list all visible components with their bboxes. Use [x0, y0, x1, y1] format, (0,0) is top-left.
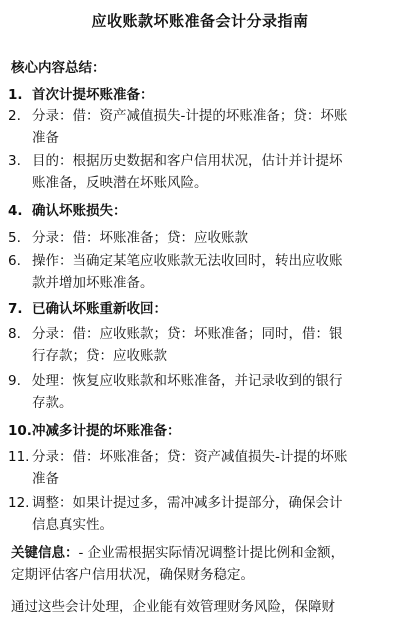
item-text: 账准备，反映潜在坏账风险。: [32, 175, 208, 191]
key-info-text: - 企业需根据实际情况调整计提比例和金额，: [78, 545, 345, 561]
item-number: 3.: [8, 153, 21, 169]
closing-paragraph: [11, 596, 391, 618]
item-text: 冲减多计提的坏账准备：: [32, 423, 181, 439]
item-text: 分录：借：坏账准备；贷：应收账款: [32, 230, 248, 246]
item-number: 2.: [8, 108, 21, 124]
item-number: 11.: [8, 449, 30, 465]
item-text: 准备: [32, 130, 59, 146]
item-text: 信息真实性。: [32, 517, 113, 533]
key-info-text: 定期评估客户信用状况，确保财务稳定。: [11, 567, 254, 583]
page-title: 应收账款坏账准备会计分录指南: [91, 12, 309, 30]
item-number: 6.: [8, 253, 21, 269]
key-info-paragraph: [11, 542, 391, 586]
item-text: 行存款；贷：应收账款: [32, 348, 167, 364]
item-number: 5.: [8, 230, 21, 246]
item-text: 目的：根据历史数据和客户信用状况，估计并计提坏: [32, 153, 343, 169]
item-text: 存款。: [32, 395, 73, 411]
item-text: 调整：如果计提过多，需冲减多计提部分，确保会计: [32, 495, 343, 511]
item-text: 首次计提坏账准备：: [32, 87, 154, 103]
item-text: 操作：当确定某笔应收账款无法收回时，转出应收账: [32, 253, 343, 269]
summary-heading: 核心内容总结：: [11, 60, 106, 76]
item-text: 分录：借：坏账准备；贷：资产减值损失-计提的坏账: [32, 449, 348, 465]
item-text: 分录：借：资产减值损失-计提的坏账准备；贷：坏账: [32, 108, 348, 124]
item-text: 准备: [32, 471, 59, 487]
item-text: 已确认坏账重新收回：: [32, 301, 167, 317]
item-text: 处理：恢复应收账款和坏账准备，并记录收到的银行: [32, 373, 343, 389]
item-text: 分录：借：应收账款；贷：坏账准备；同时，借：银: [32, 326, 343, 342]
item-number: 12.: [8, 495, 30, 511]
item-number: 1.: [8, 87, 23, 103]
closing-text: 通过这些会计处理，企业能有效管理财务风险，保障财: [11, 599, 335, 615]
item-text: 款并增加坏账准备。: [32, 275, 154, 291]
item-number: 7.: [8, 301, 23, 317]
item-number: 8.: [8, 326, 21, 342]
item-number: 10.: [8, 423, 32, 439]
item-text: 确认坏账损失：: [32, 203, 127, 219]
item-number: 9.: [8, 373, 21, 389]
item-number: 4.: [8, 203, 23, 219]
key-info-label: 关键信息：: [11, 545, 79, 561]
